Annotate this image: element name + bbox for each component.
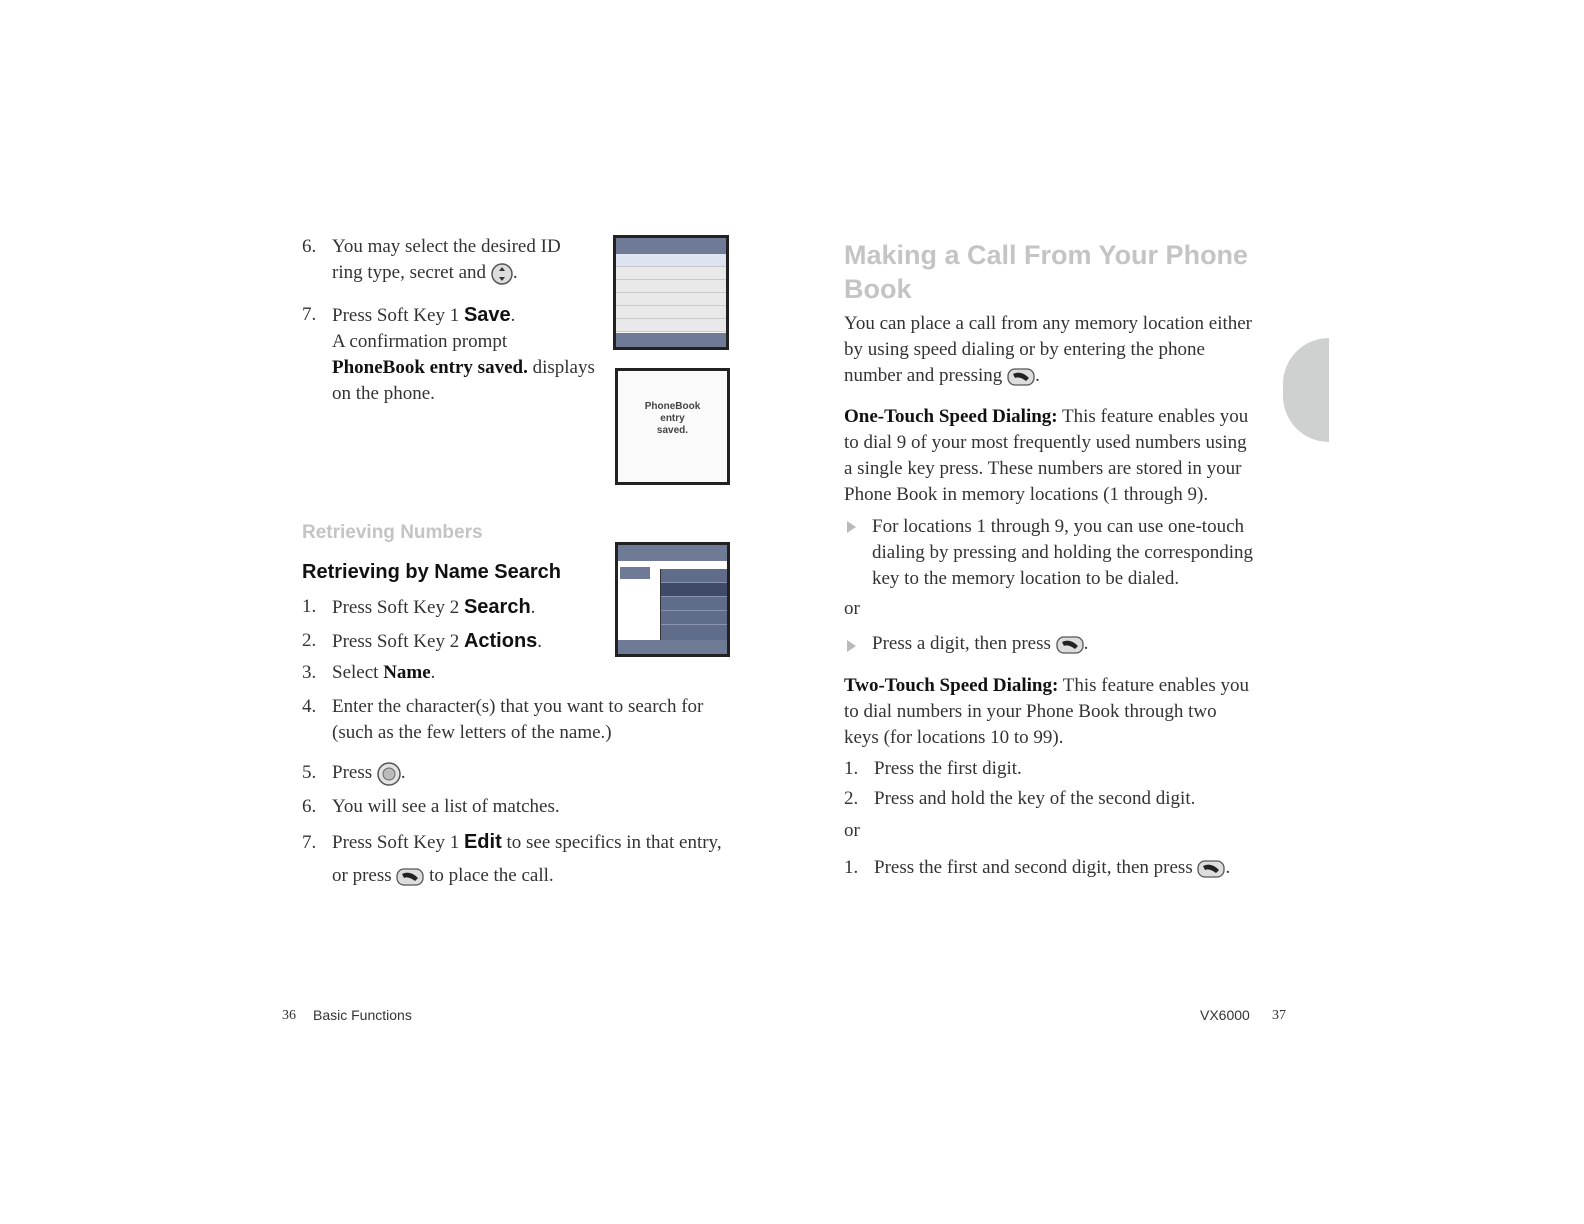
send-key-icon <box>396 866 424 888</box>
send-key-icon <box>1056 634 1084 656</box>
or-separator: or <box>844 598 860 619</box>
screen-search-field <box>620 567 650 579</box>
step-text: You will see a list of matches. <box>332 796 560 817</box>
send-key-icon <box>1197 858 1225 880</box>
step-number: 5. <box>302 762 317 783</box>
step-text: Press Soft Key 1 Edit to see specifics in that entry, or press to place the call. <box>332 831 722 886</box>
one-touch-paragraph: One-Touch Speed Dialing: This feature enables you to dial 9 of your most frequently used numbers using a single key press. These numbers are stored in your Phone Book in memory locations (1 through 9). <box>844 406 1249 505</box>
screen-row <box>616 267 726 280</box>
soft-key-label: Search <box>463 596 531 618</box>
send-key-icon <box>1007 366 1035 388</box>
page-title: Making a Call From Your Phone Book <box>844 240 1249 304</box>
screen-titlebar <box>616 238 726 254</box>
step-number: 3. <box>302 662 317 683</box>
step-number: 1. <box>844 758 859 779</box>
bullet-item: For locations 1 through 9, you can use one-touch dialing by pressing and holding the corresponding key to the memory location to be dialed. <box>872 516 1253 589</box>
or-separator: or <box>844 820 860 841</box>
nav-key-icon <box>491 263 513 285</box>
intro-paragraph: You can place a call from any memory location either by using speed dialing or by entering the phone number and pressing . <box>844 313 1253 386</box>
footer-model: VX6000 <box>1200 1007 1250 1023</box>
step-text: Press Soft Key 2 Actions. <box>332 630 543 652</box>
section-heading: Retrieving Numbers <box>302 522 483 543</box>
screen-actions-menu <box>660 569 727 640</box>
screen-row <box>616 280 726 293</box>
step-text: Press Soft Key 1 Save. A confirmation prompt PhoneBook entry saved. displays on the phone. <box>332 304 595 404</box>
screen-message: PhoneBook entry saved. <box>644 401 701 436</box>
screen-row <box>616 293 726 306</box>
step-number: 7. <box>302 304 317 325</box>
step-text: You may select the desired ID ring type, secret and . <box>332 236 561 283</box>
footer-page-number-right: 37 <box>1272 1008 1286 1023</box>
step-text: Press Soft Key 2 Search. <box>332 596 536 618</box>
two-touch-paragraph: Two-Touch Speed Dialing: This feature enables you to dial numbers in your Phone Book through two keys (for locations 10 to 99). <box>844 675 1249 748</box>
step-number: 6. <box>302 796 317 817</box>
step-text: Select Name. <box>332 662 436 683</box>
step-text: Press the first and second digit, then press . <box>874 857 1231 878</box>
step-number: 6. <box>302 236 317 257</box>
footer-section-label: Basic Functions <box>313 1007 412 1023</box>
one-touch-label: One-Touch Speed Dialing: <box>844 406 1058 427</box>
soft-key-label: Edit <box>463 831 502 853</box>
step-text: Enter the character(s) that you want to search for (such as the few letters of the name.) <box>332 696 704 743</box>
bullet-arrow-icon <box>847 521 856 533</box>
screen-titlebar <box>618 545 727 561</box>
screen-softkey-bar <box>618 640 727 654</box>
two-touch-label: Two-Touch Speed Dialing: <box>844 675 1059 696</box>
screen-softkey-bar <box>616 333 726 347</box>
step-number: 1. <box>302 596 317 617</box>
menu-option-label: Name <box>383 662 431 683</box>
screen-row <box>616 254 726 267</box>
screen-row <box>616 306 726 319</box>
confirmation-text: PhoneBook entry saved. <box>332 357 528 378</box>
step-number: 4. <box>302 696 317 717</box>
footer-page-number-left: 36 <box>282 1008 296 1023</box>
chapter-tab <box>1283 338 1329 442</box>
step-number: 2. <box>844 788 859 809</box>
step-text: Press and hold the key of the second digit. <box>874 788 1196 809</box>
phone-screen-entry-edit <box>613 235 729 350</box>
soft-key-label: Save <box>463 304 511 326</box>
ok-key-icon <box>377 762 401 786</box>
screen-row <box>616 319 726 332</box>
bullet-item: Press a digit, then press . <box>872 633 1089 654</box>
step-number: 2. <box>302 630 317 651</box>
subheading: Retrieving by Name Search <box>302 561 561 583</box>
step-number: 1. <box>844 857 859 878</box>
phone-screen-saved <box>615 368 730 485</box>
phone-screen-actions <box>615 542 730 657</box>
step-number: 7. <box>302 832 317 853</box>
step-text: Press the first digit. <box>874 758 1022 779</box>
step-text: Press . <box>332 760 406 786</box>
bullet-arrow-icon <box>847 640 856 652</box>
soft-key-label: Actions <box>463 630 538 652</box>
